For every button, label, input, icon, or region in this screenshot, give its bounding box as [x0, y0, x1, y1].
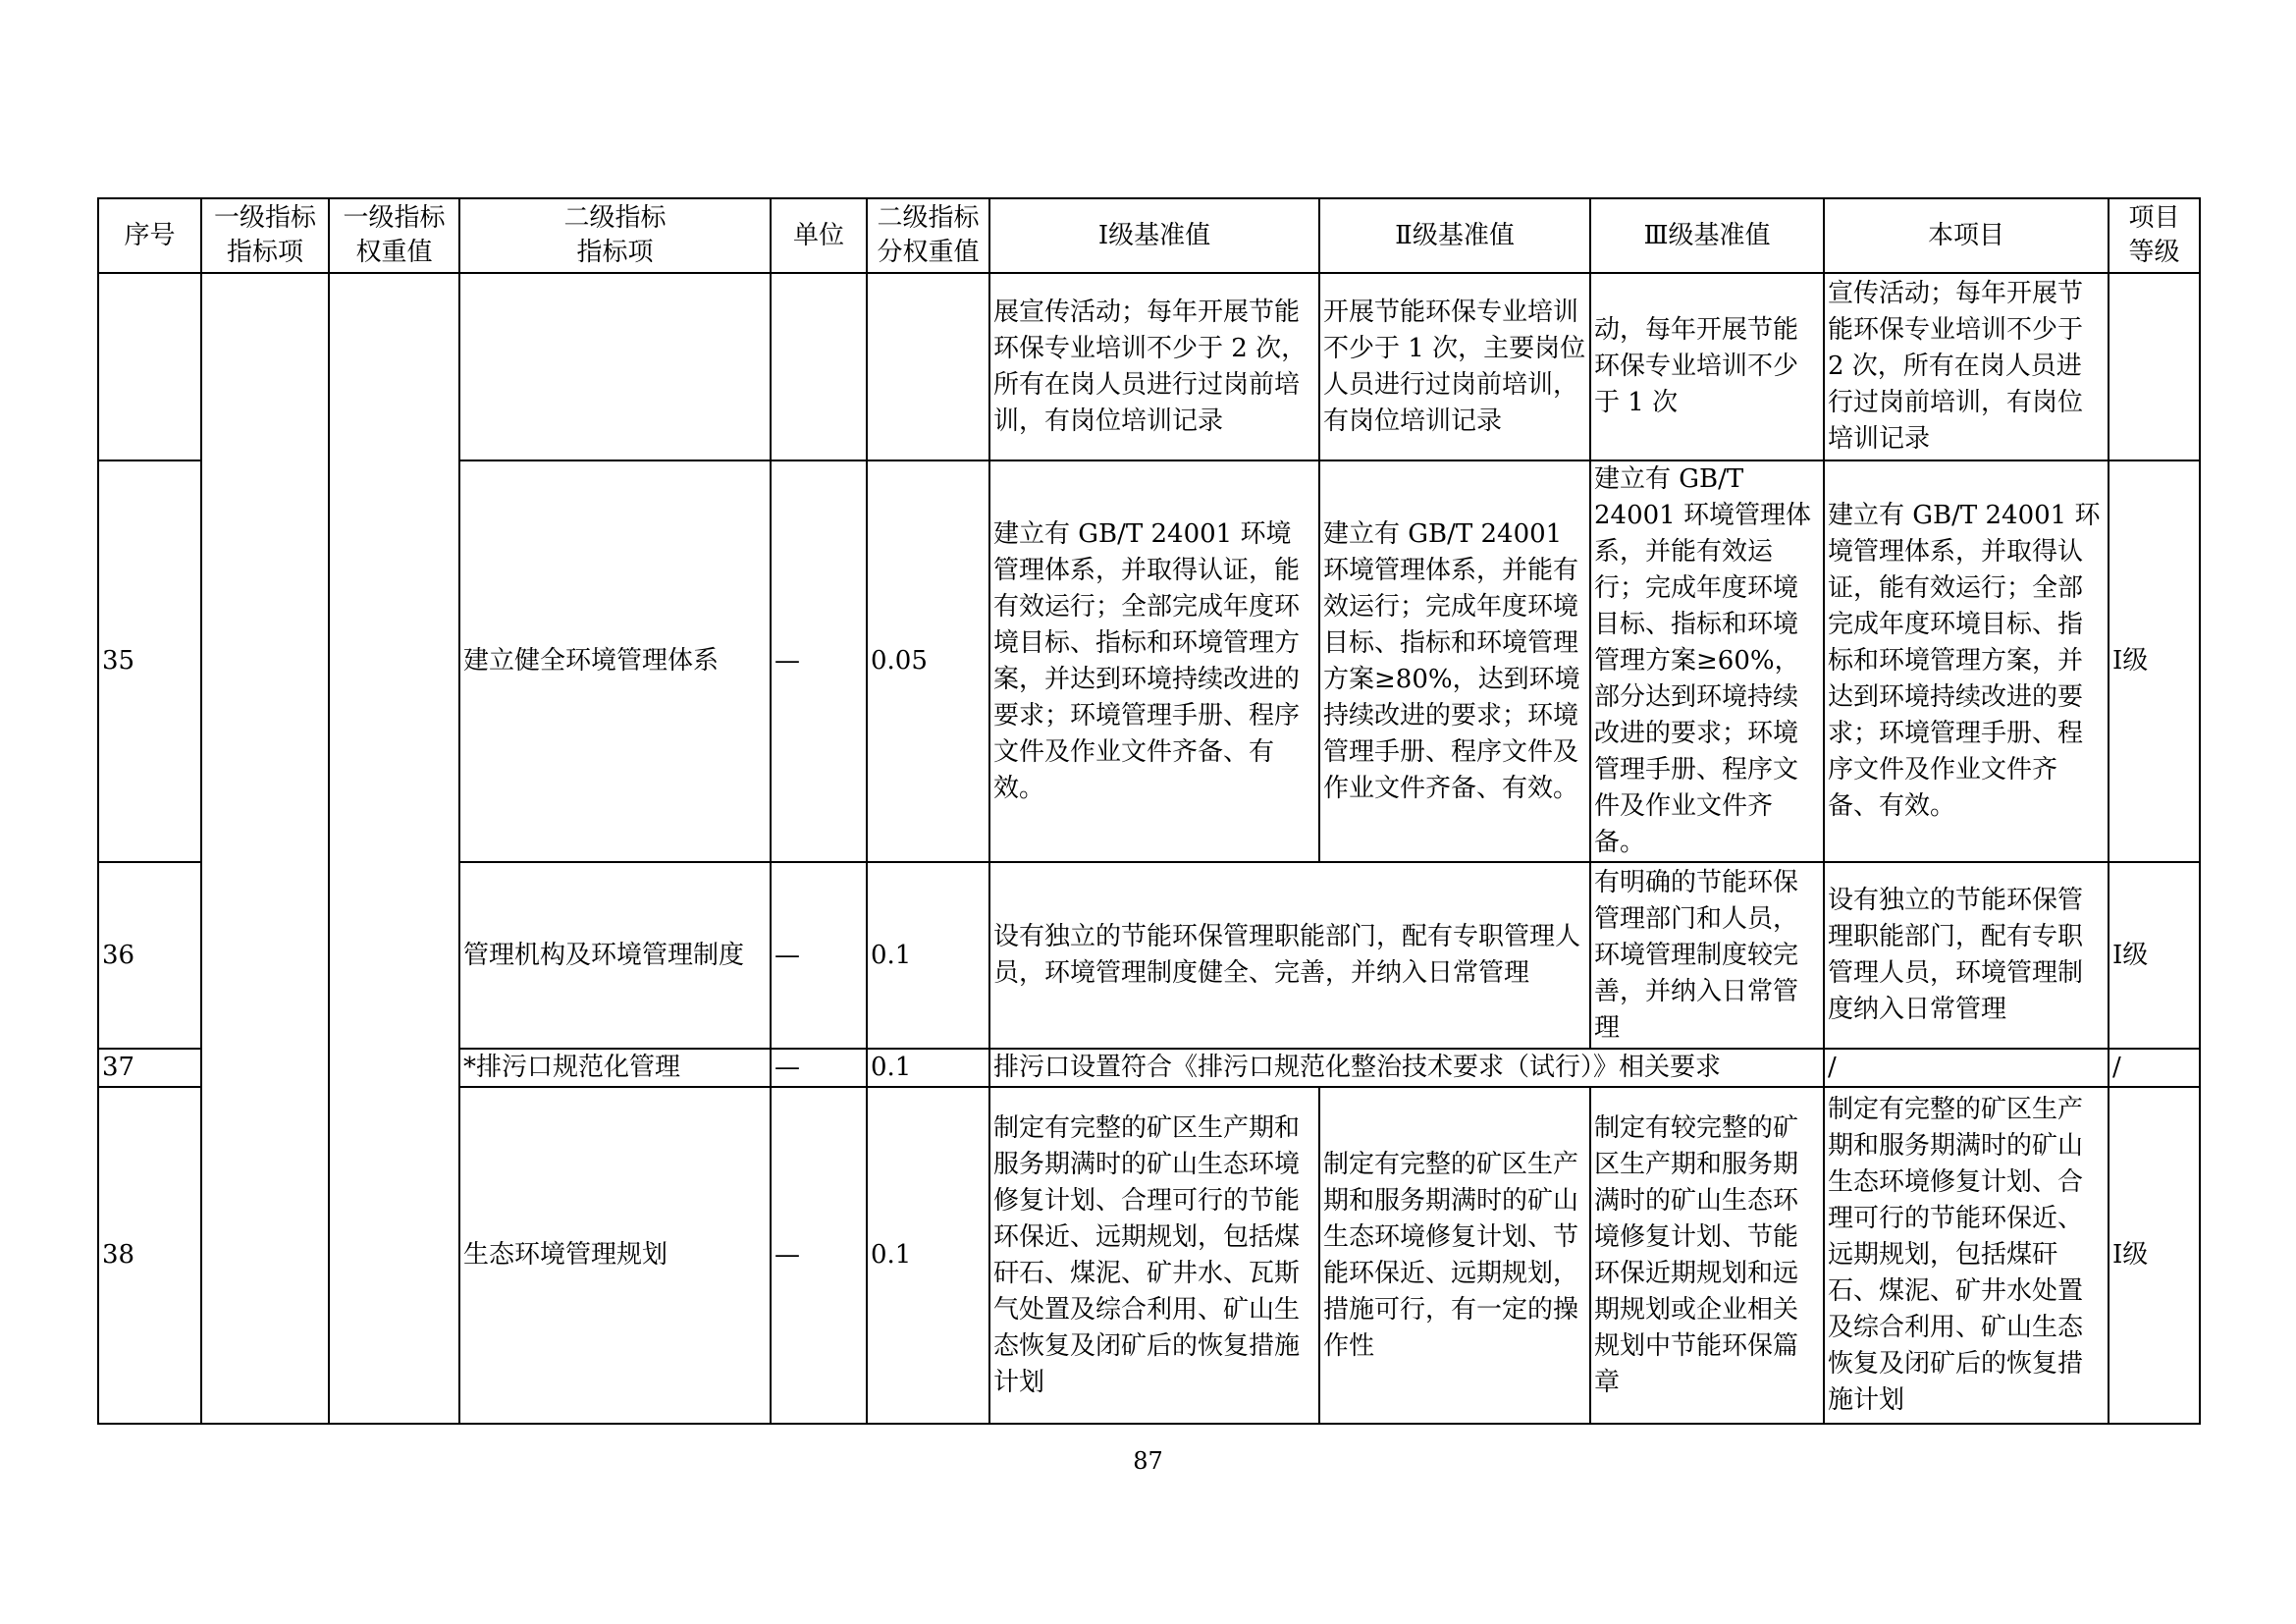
level-3-value: 有明确的节能环保管理部门和人员，环境管理制度较完善，并纳入日常管理: [1590, 862, 1824, 1049]
level2-item: *排污口规范化管理: [459, 1049, 771, 1087]
unit: —: [771, 460, 867, 862]
header-cell: Ⅰ级基准值: [989, 198, 1319, 273]
level-2-value: 建立有 GB/T 24001 环境管理体系，并能有效运行；完成年度环境目标、指标和环境管理方案≥80%，达到环境持续改进的要求；环境管理手册、程序文件及作业文件齐备、有效。: [1319, 460, 1590, 862]
row-number: 35: [98, 460, 201, 862]
row-number: 36: [98, 862, 201, 1049]
project-grade: Ⅰ级: [2109, 1087, 2200, 1424]
level2-item: 管理机构及环境管理制度: [459, 862, 771, 1049]
project-value: 设有独立的节能环保管理职能部门，配有专职管理人员，环境管理制度纳入日常管理: [1824, 862, 2109, 1049]
level-3-value: 动，每年开展节能环保专业培训不少于 1 次: [1590, 273, 1824, 460]
level-3-value: 制定有较完整的矿区生产期和服务期满时的矿山生态环境修复计划、节能环保近期规划和远期规划或企业相关规划中节能环保篇章: [1590, 1087, 1824, 1424]
header-cell: 项目 等级: [2109, 198, 2200, 273]
table-row: [98, 273, 2200, 460]
project-value: 宣传活动；每年开展节能环保专业培训不少于 2 次，所有在岗人员进行过岗前培训，有岗位培训记录: [1824, 273, 2109, 460]
header-cell: 一级指标 指标项: [201, 198, 329, 273]
project-grade: [2109, 273, 2200, 460]
unit: —: [771, 1049, 867, 1087]
criteria-table: [97, 197, 2201, 1425]
project-value: 制定有完整的矿区生产期和服务期满时的矿山生态环境修复计划、合理可行的节能环保近、远期规划，包括煤矸石、煤泥、矿井水处置及综合利用、矿山生态恢复及闭矿后的恢复措施计划: [1824, 1087, 2109, 1424]
header-cell: 序号: [98, 198, 201, 273]
unit: [771, 273, 867, 460]
row-number: [98, 273, 201, 460]
weight: 0.1: [867, 1049, 989, 1087]
weight: 0.05: [867, 460, 989, 862]
level-2-value: 开展节能环保专业培训不少于 1 次，主要岗位人员进行过岗前培训，有岗位培训记录: [1319, 273, 1590, 460]
unit: —: [771, 1087, 867, 1424]
weight: [867, 273, 989, 460]
level-1-value: 制定有完整的矿区生产期和服务期满时的矿山生态环境修复计划、合理可行的节能环保近、远期规划，包括煤矸石、煤泥、矿井水、瓦斯气处置及综合利用、矿山生态恢复及闭矿后的恢复措施计划: [989, 1087, 1319, 1424]
header-cell: 一级指标 权重值: [329, 198, 459, 273]
level-1-3-value: 排污口设置符合《排污口规范化整治技术要求（试行）》相关要求: [989, 1049, 1824, 1087]
weight: 0.1: [867, 1087, 989, 1424]
level1-weight-cell: [329, 273, 459, 1424]
project-value: /: [1824, 1049, 2109, 1087]
weight: 0.1: [867, 862, 989, 1049]
level-1-value: 展宣传活动；每年开展节能环保专业培训不少于 2 次，所有在岗人员进行过岗前培训，有岗位培训记录: [989, 273, 1319, 460]
level2-item: 生态环境管理规划: [459, 1087, 771, 1424]
header-cell: 二级指标 分权重值: [867, 198, 989, 273]
header-cell: 本项目: [1824, 198, 2109, 273]
project-grade: Ⅰ级: [2109, 862, 2200, 1049]
header-cell: Ⅲ级基准值: [1590, 198, 1824, 273]
level-2-value: 制定有完整的矿区生产期和服务期满时的矿山生态环境修复计划、节能环保近、远期规划，措施可行，有一定的操作性: [1319, 1087, 1590, 1424]
level-1-value: 建立有 GB/T 24001 环境管理体系，并取得认证，能有效运行；全部完成年度环境目标、指标和环境管理方案，并达到环境持续改进的要求；环境管理手册、程序文件及作业文件齐备、有效。: [989, 460, 1319, 862]
level2-item: 建立健全环境管理体系: [459, 460, 771, 862]
header-row: [98, 198, 2200, 273]
unit: —: [771, 862, 867, 1049]
header-cell: 单位: [771, 198, 867, 273]
project-grade: /: [2109, 1049, 2200, 1087]
project-value: 建立有 GB/T 24001 环境管理体系，并取得认证，能有效运行；全部完成年度环境目标、指标和环境管理方案，并达到环境持续改进的要求；环境管理手册、程序文件及作业文件齐备、有效。: [1824, 460, 2109, 862]
project-grade: Ⅰ级: [2109, 460, 2200, 862]
level2-item: [459, 273, 771, 460]
level1-item-cell: [201, 273, 329, 1424]
page-number: 87: [1133, 1447, 1163, 1475]
header-cell: Ⅱ级基准值: [1319, 198, 1590, 273]
row-number: 37: [98, 1049, 201, 1087]
level-1-2-value: 设有独立的节能环保管理职能部门，配有专职管理人员，环境管理制度健全、完善，并纳入日常管理: [989, 862, 1590, 1049]
level-3-value: 建立有 GB/T 24001 环境管理体系，并能有效运行；完成年度环境目标、指标和环境管理方案≥60%，部分达到环境持续改进的要求；环境管理手册、程序文件及作业文件齐备。: [1590, 460, 1824, 862]
row-number: 38: [98, 1087, 201, 1424]
header-cell: 二级指标 指标项: [459, 198, 771, 273]
